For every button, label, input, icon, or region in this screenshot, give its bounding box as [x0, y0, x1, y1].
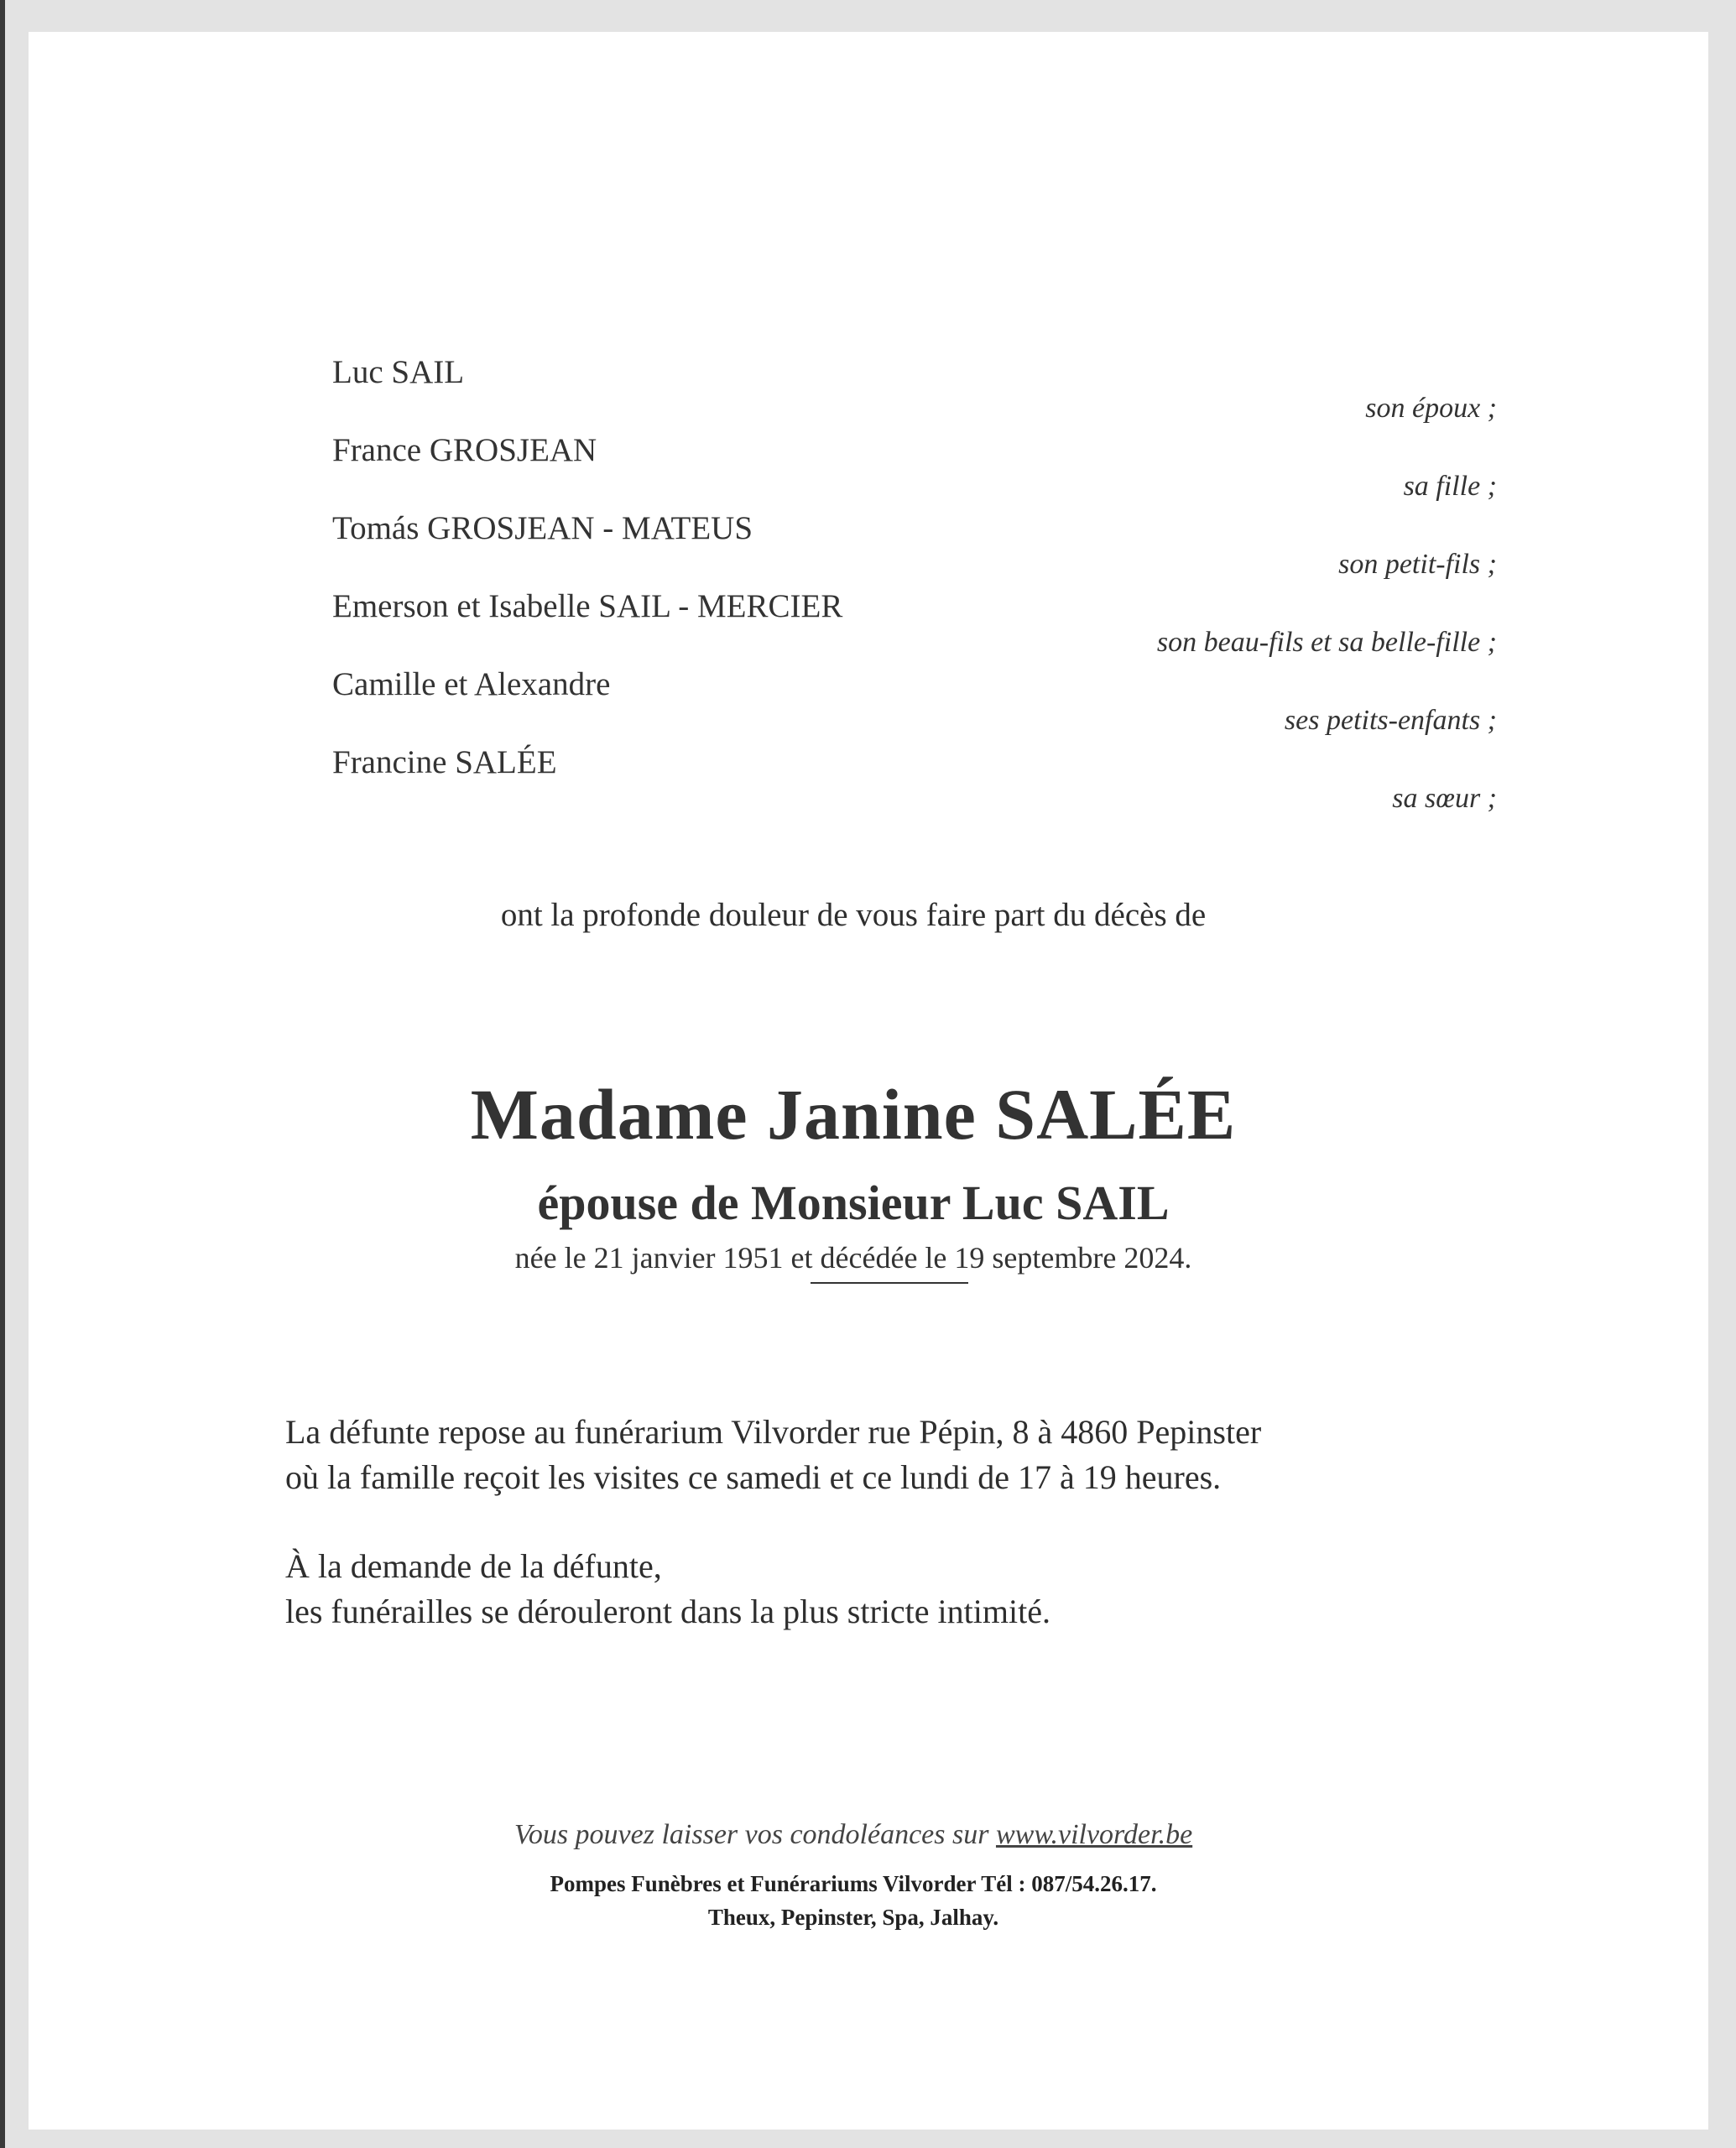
- condolences-link[interactable]: www.vilvorder.be: [995, 1819, 1193, 1850]
- visitation-line-1: La défunte repose au funérarium Vilvorder rue Pépin, 8 à 4860 Pepinster: [285, 1413, 1262, 1451]
- funeral-line-1: À la demande de la défunte,: [285, 1547, 662, 1585]
- family-name: Luc SAIL: [332, 354, 465, 390]
- family-role: son époux ;: [1365, 393, 1497, 424]
- family-name: Francine SALÉE: [332, 744, 557, 780]
- family-role: son petit-fils ;: [1338, 549, 1497, 580]
- scan-edge: [0, 0, 5, 2148]
- condolences-note: [13, 1819, 1693, 1851]
- family-role: sa fille ;: [1403, 471, 1497, 502]
- family-role: son beau-fils et sa belle-fille ;: [1156, 627, 1497, 658]
- life-dates: née le 21 janvier 1951 et décédée le 19 septembre 2024.: [514, 1241, 1192, 1275]
- family-role: ses petits-enfants ;: [1284, 705, 1497, 736]
- family-name: Tomás GROSJEAN - MATEUS: [332, 510, 753, 546]
- announcement-intro: ont la profonde douleur de vous faire part du décès de: [500, 897, 1207, 933]
- death-notice-sheet: [29, 32, 1708, 2130]
- spouse-line: épouse de Monsieur Luc SAIL: [537, 1176, 1170, 1230]
- family-role: sa sœur ;: [1392, 783, 1497, 814]
- funeral-home-locations: Theux, Pepinster, Spa, Jalhay.: [707, 1905, 999, 1930]
- funeral-home-line: Pompes Funèbres et Funérariums Vilvorder Tél : 087/54.26.17.: [550, 1871, 1157, 1896]
- family-name: Emerson et Isabelle SAIL - MERCIER: [332, 588, 843, 624]
- family-name: France GROSJEAN: [332, 432, 597, 468]
- condolences-text: Vous pouvez laisser vos condoléances sur: [514, 1819, 989, 1850]
- family-name: Camille et Alexandre: [332, 666, 611, 702]
- deceased-name: Madame Janine SALÉE: [470, 1074, 1237, 1155]
- funeral-line-2: les funérailles se dérouleront dans la plus stricte intimité.: [285, 1593, 1050, 1630]
- visitation-line-2: où la famille reçoit les visites ce samedi et ce lundi de 17 à 19 heures.: [285, 1458, 1222, 1496]
- divider: [811, 1282, 968, 1284]
